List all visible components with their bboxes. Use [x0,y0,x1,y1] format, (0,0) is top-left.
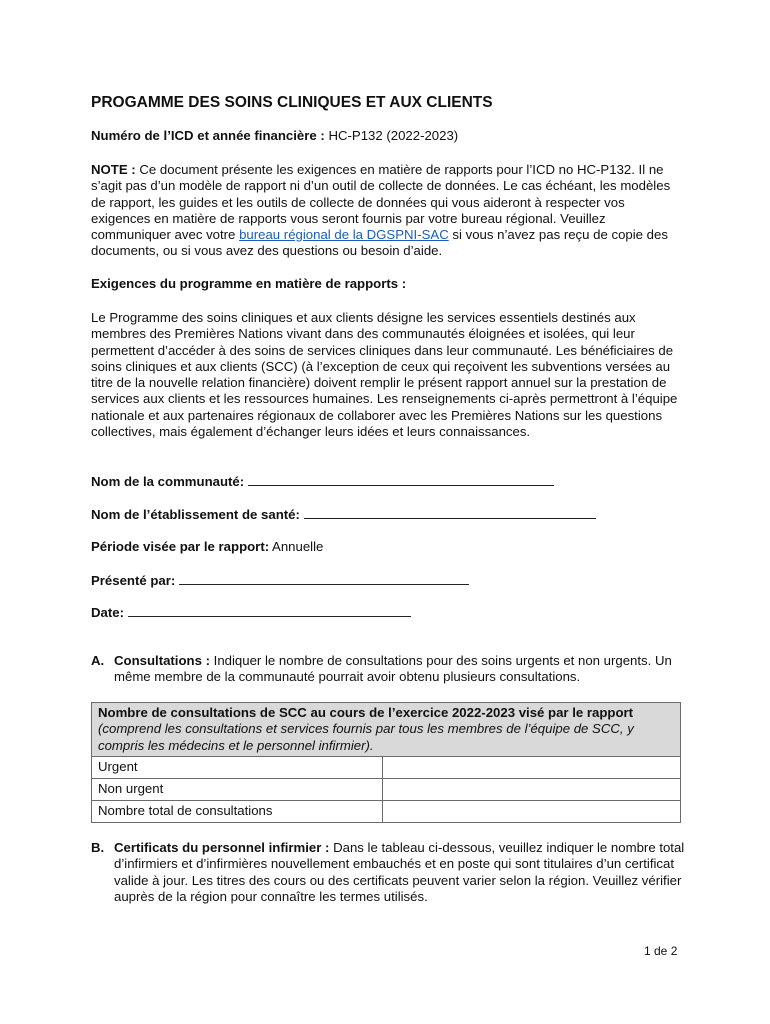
note-paragraph [91,162,687,260]
section-a [91,653,687,686]
requirements-heading: Exigences du programme en matière de rapports : [91,276,407,291]
facility-field [91,506,687,523]
section-a-text: Indiquer le nombre de consultations pour des soins urgents et non urgents. Un même membre de la communauté pourrait avoir obtenu plusieurs consultations. [114,653,672,685]
table-header-note: (comprend les consultations et services fournis par tous les membres de l’équipe de SCC, y compris les médecins et le personnel infirmier). [98,721,634,753]
page-title: PROGAMME DES SOINS CLINIQUES ET AUX CLIENTS [91,94,493,111]
table-header-title: Nombre de consultations de SCC au cours de l’exercice 2022-2023 visé par le rapport [98,705,634,720]
date-label: Date: [91,605,124,620]
community-field [91,473,687,490]
row-label-urgent: Urgent [92,756,383,778]
presented-by-field [91,572,687,589]
section-b-title: Certificats du personnel infirmier : [114,840,330,855]
section-b-letter: B. [91,840,105,855]
period-field [91,539,687,555]
facility-input-line[interactable] [304,506,596,519]
presented-by-label: Présenté par: [91,573,176,588]
regional-office-link[interactable]: bureau régional de la DGSPNI-SAC [239,227,449,243]
community-input-line[interactable] [248,473,554,486]
consultations-table [91,702,681,823]
program-paragraph: Le Programme des soins cliniques et aux clients désigne les services essentiels destinés aux membres des Premières Nations vivant dans des communautés éloignées et isolées, qui leur permettent d’accéder à des soins de services cliniques dans leur communauté. Les bénéficiaires de soins cliniques et aux clients (SCC) (à l’exception de ceux qui reçoivent les subventions versées au titre de la nouvelle relation financière) doivent remplir le présent rapport annuel sur la prestation de services aux clients et les ressources humaines. Les renseignements ci-après permettront à l’équipe nationale et aux partenaires régionaux de collaborer avec les Premières Nations sur les questions collectives, mais également d’échanger leurs idées et leurs connaissances. [91,310,678,440]
section-b [91,840,687,905]
community-label: Nom de la communauté: [91,474,245,489]
table-row [92,778,681,800]
period-value: Annuelle [272,539,324,554]
row-label-non-urgent: Non urgent [92,778,383,800]
row-label-total: Nombre total de consultations [92,800,383,822]
icd-line [91,128,687,144]
row-value-total[interactable] [383,800,681,822]
icd-value: HC-P132 (2022-2023) [328,128,459,143]
period-label: Période visée par le rapport: [91,539,270,554]
date-field [91,604,687,621]
section-a-title: Consultations : [114,653,210,668]
presented-by-input-line[interactable] [179,572,469,585]
facility-label: Nom de l’établissement de santé: [91,507,300,522]
table-header-cell [92,703,681,757]
note-text-after: si vous n’avez pas reçu de copie des documents, ou si vous avez des questions ou besoin d’aide. [91,227,668,259]
table-header-row [92,703,681,757]
icd-label: Numéro de l’ICD et année financière : [91,128,325,143]
section-b-text: Dans le tableau ci-dessous, veuillez indiquer le nombre total d’infirmiers et d’infirmières nouvellement embauchés et en poste qui sont titulaires d’un certificat valide à jour. Les titres des cours ou des certificats peuvent varier selon la région. Veuillez vérifier auprès de la région pour connaître les termes utilisés. [114,840,685,904]
page-number: 1 de 2 [644,944,678,958]
note-label: NOTE : [91,162,136,177]
row-value-non-urgent[interactable] [383,778,681,800]
row-value-urgent[interactable] [383,756,681,778]
date-input-line[interactable] [128,604,411,617]
note-text-before: Ce document présente les exigences en matière de rapports pour l’ICD no HC-P132. Il ne s’agit pas d’un modèle de rapport ni d’un outil de collecte de données. Le cas échéant, les modèles de rapport, les guides et les outils de collecte de données qui vous aideront à respecter vos exigences en matière de rapports vous seront fournis par votre bureau régional. Veuillez communiquer avec votre [91,162,671,243]
table-row [92,800,681,822]
table-row [92,756,681,778]
section-a-letter: A. [91,653,105,668]
